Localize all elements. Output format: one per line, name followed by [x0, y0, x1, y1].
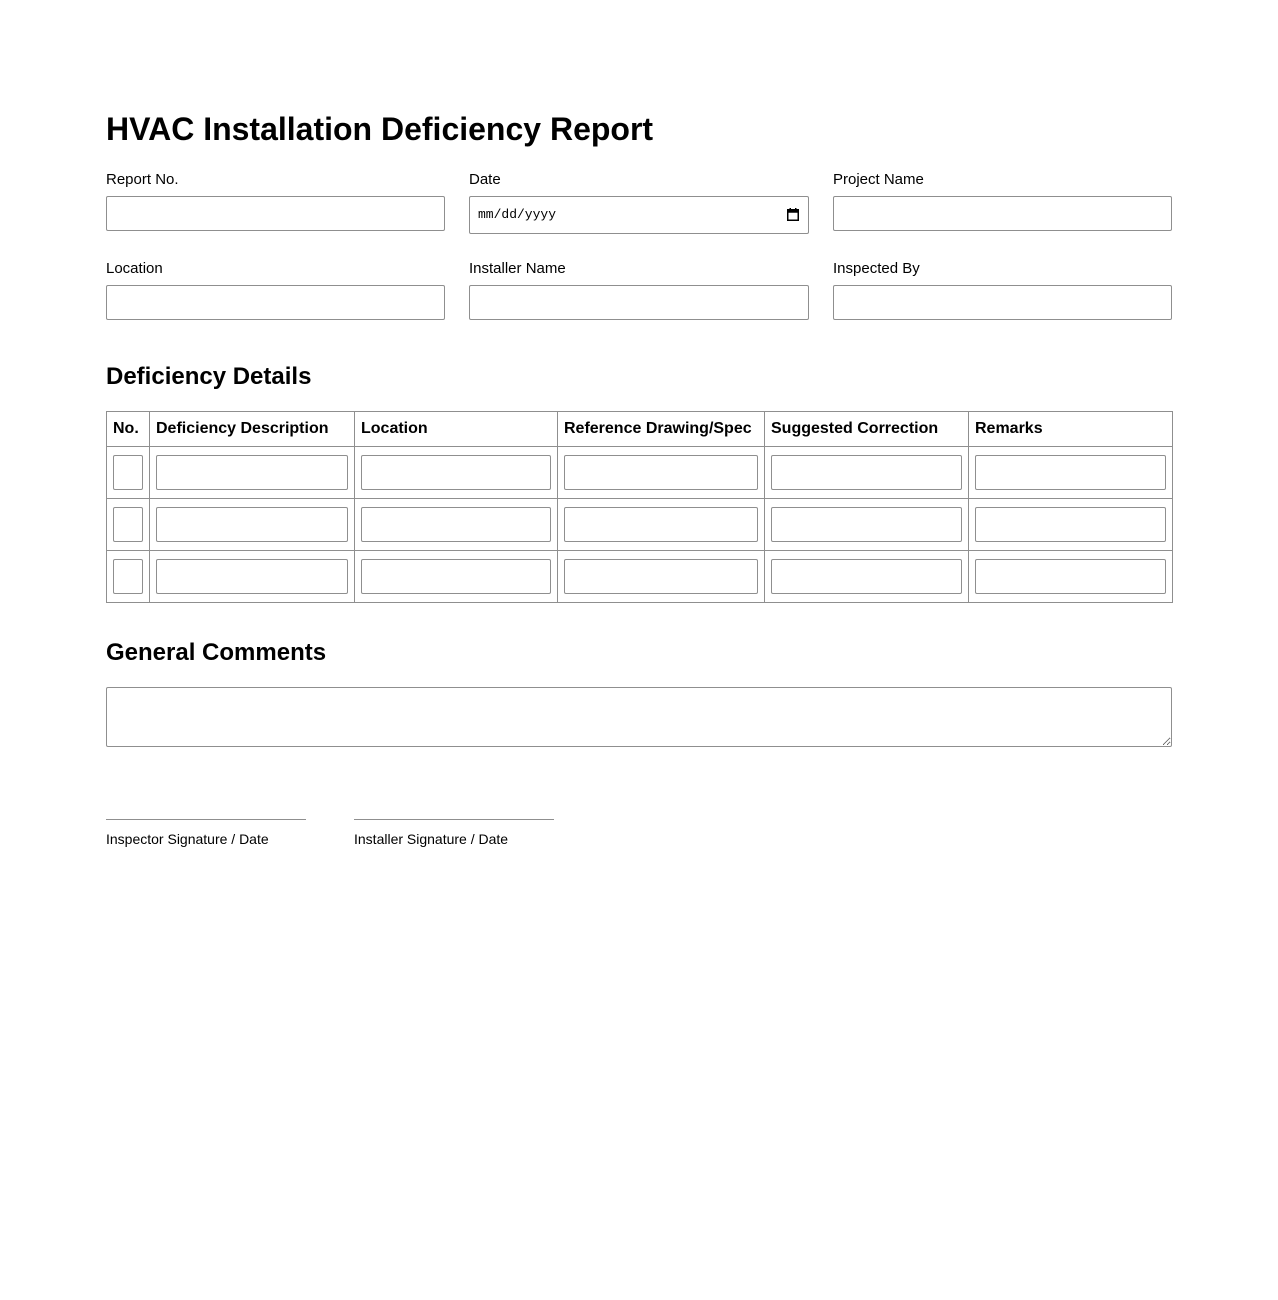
remarks-input[interactable] [975, 559, 1166, 594]
report-no-input[interactable] [106, 196, 445, 231]
location-field [106, 260, 445, 320]
location-cell-input[interactable] [361, 455, 551, 490]
installer-signature-line[interactable] [354, 819, 554, 820]
table-cell [355, 447, 558, 499]
page-title: HVAC Installation Deficiency Report [106, 111, 654, 147]
reference-input[interactable] [564, 507, 758, 542]
reference-input[interactable] [564, 559, 758, 594]
inspector-signature-line[interactable] [106, 819, 306, 820]
remarks-input[interactable] [975, 507, 1166, 542]
correction-input[interactable] [771, 559, 962, 594]
column-header-no: No. [107, 412, 150, 447]
column-header-correction: Suggested Correction [765, 412, 969, 447]
remarks-input[interactable] [975, 455, 1166, 490]
no-input[interactable] [113, 455, 143, 490]
table-row [107, 499, 1173, 551]
deficiency-details-heading: Deficiency Details [106, 363, 312, 390]
date-placeholder: mm/dd/yyyy [478, 207, 557, 222]
table-cell [969, 499, 1173, 551]
report-no-field [106, 171, 445, 234]
table-cell [150, 447, 355, 499]
table-cell [355, 499, 558, 551]
location-cell-input[interactable] [361, 507, 551, 542]
column-header-remarks: Remarks [969, 412, 1173, 447]
column-header-location: Location [355, 412, 558, 447]
table-row [107, 447, 1173, 499]
report-no-label: Report No. [106, 171, 179, 188]
date-field [469, 171, 809, 234]
project-name-label: Project Name [833, 171, 924, 188]
general-comments-heading: General Comments [106, 639, 327, 666]
location-label: Location [106, 260, 163, 277]
table-cell [150, 551, 355, 603]
location-input[interactable] [106, 285, 445, 320]
table-cell [558, 447, 765, 499]
general-comments-textarea[interactable] [106, 687, 1172, 747]
description-input[interactable] [156, 559, 348, 594]
table-cell [765, 499, 969, 551]
inspected-by-field [833, 260, 1172, 320]
installer-name-label: Installer Name [469, 260, 566, 277]
table-row [107, 551, 1173, 603]
header-fields-row-2 [106, 260, 1172, 320]
table-cell [969, 447, 1173, 499]
date-input[interactable] [469, 196, 809, 234]
correction-input[interactable] [771, 455, 962, 490]
installer-name-input[interactable] [469, 285, 809, 320]
project-name-field [833, 171, 1172, 234]
reference-input[interactable] [564, 455, 758, 490]
location-cell-input[interactable] [361, 559, 551, 594]
table-cell [558, 551, 765, 603]
column-header-description: Deficiency Description [150, 412, 355, 447]
column-header-reference: Reference Drawing/Spec [558, 412, 765, 447]
table-cell [107, 551, 150, 603]
table-cell [765, 447, 969, 499]
table-cell [969, 551, 1173, 603]
description-input[interactable] [156, 455, 348, 490]
no-input[interactable] [113, 507, 143, 542]
inspected-by-input[interactable] [833, 285, 1172, 320]
calendar-icon[interactable] [787, 208, 799, 221]
inspector-signature-label: Inspector Signature / Date [106, 831, 269, 847]
inspector-signature-block [106, 819, 306, 847]
deficiency-table [106, 411, 1173, 603]
installer-signature-label: Installer Signature / Date [354, 831, 509, 847]
header-fields-row-1 [106, 171, 1172, 234]
installer-name-field [469, 260, 809, 320]
table-cell [150, 499, 355, 551]
table-cell [107, 447, 150, 499]
inspected-by-label: Inspected By [833, 260, 920, 277]
table-header-row [107, 412, 1173, 447]
project-name-input[interactable] [833, 196, 1172, 231]
installer-signature-block [354, 819, 554, 847]
correction-input[interactable] [771, 507, 962, 542]
date-label: Date [469, 171, 501, 188]
table-cell [558, 499, 765, 551]
table-cell [107, 499, 150, 551]
description-input[interactable] [156, 507, 348, 542]
table-cell [765, 551, 969, 603]
table-cell [355, 551, 558, 603]
no-input[interactable] [113, 559, 143, 594]
